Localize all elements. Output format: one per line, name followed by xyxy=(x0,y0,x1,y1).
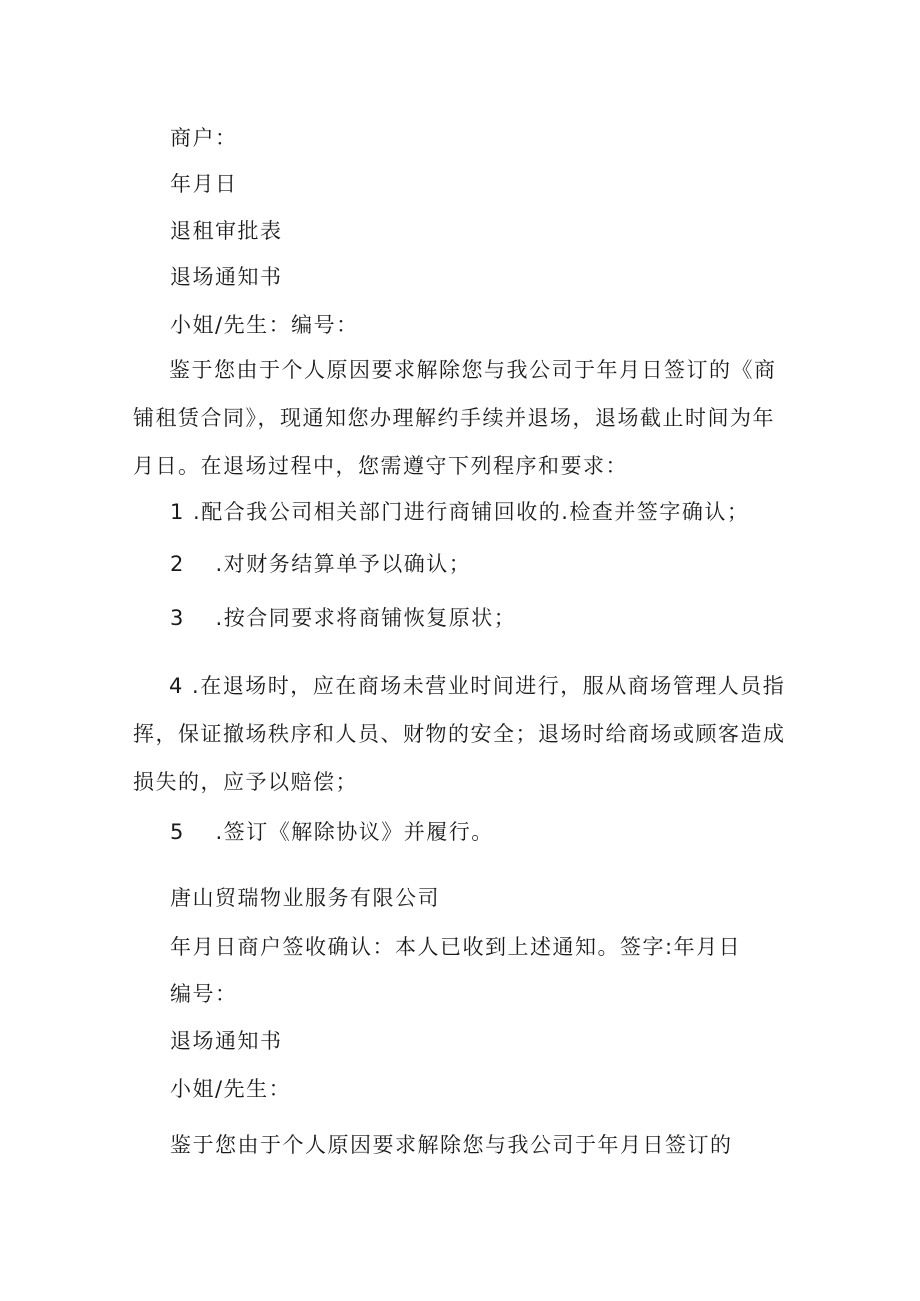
exit-notice-title: 退场通知书 xyxy=(170,265,283,289)
salutation-number: 小姐/先生：编号： xyxy=(170,313,359,337)
number-label: 编号： xyxy=(170,982,238,1006)
list-item-2: 2 .对财务结算单予以确认； xyxy=(170,552,472,576)
salutation-2: 小姐/先生： xyxy=(170,1077,292,1101)
lease-approval-title: 退租审批表 xyxy=(170,219,283,243)
merchant-confirmation: 年月日商户签收确认：本人已收到上述通知。签字:年月日 xyxy=(170,935,742,959)
date-line: 年月日 xyxy=(170,172,238,196)
notice-paragraph-2: 鉴于您由于个人原因要求解除您与我公司于年月日签订的 xyxy=(170,1133,733,1157)
merchant-label: 商户： xyxy=(170,126,238,150)
list-item-3: 3 .按合同要求将商铺恢复原状； xyxy=(170,606,517,630)
exit-notice-title-2: 退场通知书 xyxy=(170,1029,283,1053)
notice-paragraph: 鉴于您由于个人原因要求解除您与我公司于年月日签订的《商铺租赁合同》，现通知您办理解约手续并退场，退场截止时间为年月日。在退场过程中，您需遵守下列程序和要求： xyxy=(133,358,777,478)
company-name: 唐山贸瑞物业服务有限公司 xyxy=(170,886,440,910)
list-item-1: 1 .配合我公司相关部门进行商铺回收的.检查并签字确认； xyxy=(170,500,750,524)
list-item-4: 4 .在退场时，应在商场未营业时间进行，服从商场管理人员指挥，保证撤场秩序和人员、财物的安全；退场时给商场或顾客造成损失的，应予以赔偿； xyxy=(133,674,786,794)
list-item-5: 5 .签订《解除协议》并履行。 xyxy=(170,820,494,844)
